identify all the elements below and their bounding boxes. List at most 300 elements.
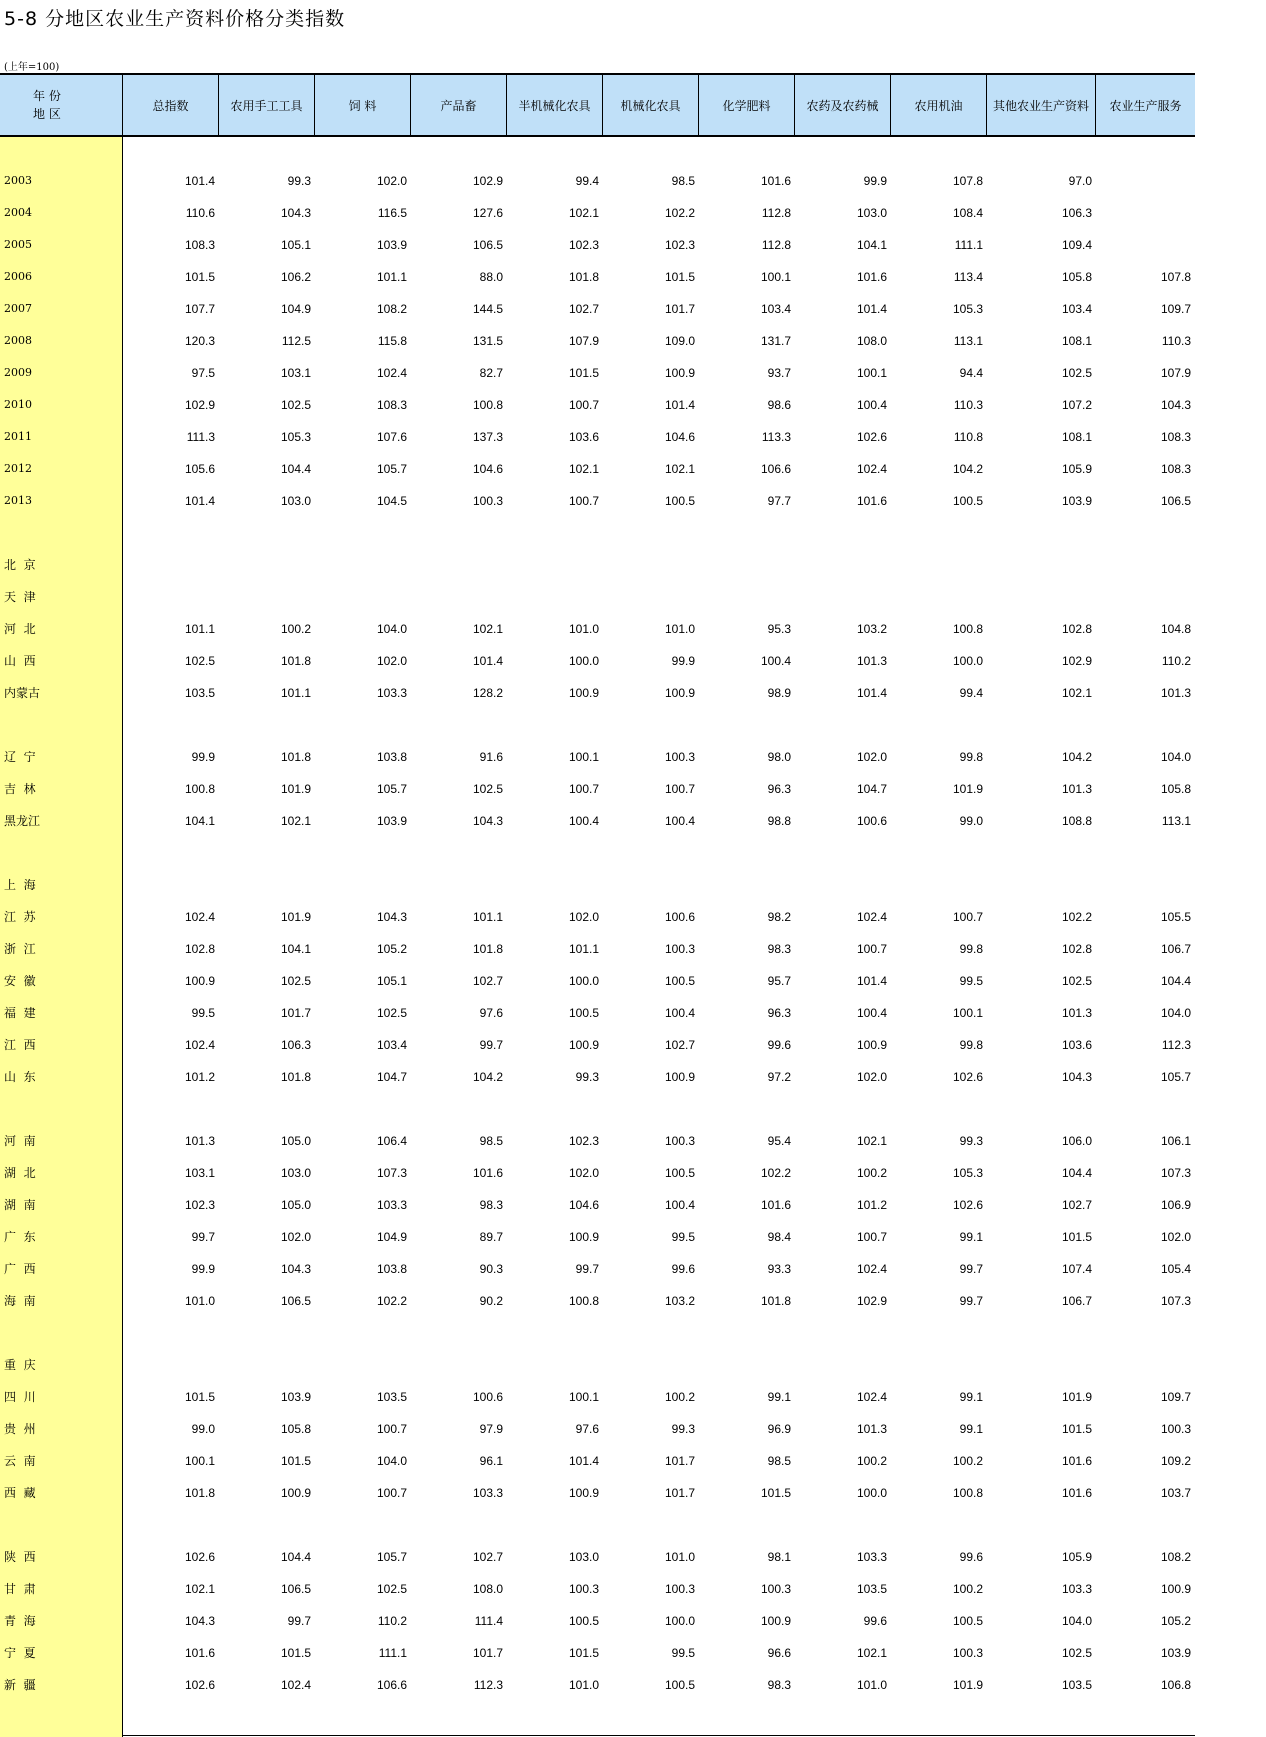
cell-value: 110.2 <box>377 1614 407 1628</box>
cell-value: 102.5 <box>280 398 311 412</box>
cell-value: 102.6 <box>184 1550 215 1564</box>
cell-value: 100.9 <box>664 686 695 700</box>
cell-value: 105.1 <box>280 238 311 252</box>
table-row <box>0 204 1195 222</box>
cell-value: 102.0 <box>1160 1230 1191 1244</box>
cell-value: 100.7 <box>664 782 695 796</box>
cell-value: 100.5 <box>568 1614 599 1628</box>
cell-value: 103.1 <box>280 366 311 380</box>
cell-value: 101.5 <box>280 1454 311 1468</box>
cell-value: 100.9 <box>568 1038 599 1052</box>
cell-value: 113.3 <box>761 430 791 444</box>
cell-value: 100.1 <box>856 366 887 380</box>
cell-value: 105.1 <box>376 974 407 988</box>
cell-value: 104.7 <box>376 1070 407 1084</box>
cell-value: 103.5 <box>856 1582 887 1596</box>
cell-value: 102.5 <box>376 1582 407 1596</box>
column-header: 饲 料 <box>315 75 411 135</box>
row-label: 湖 北 <box>4 1166 36 1180</box>
cell-value: 99.6 <box>959 1550 983 1564</box>
cell-value: 108.3 <box>376 398 407 412</box>
cell-value: 109.2 <box>1160 1454 1191 1468</box>
cell-value: 101.2 <box>184 1070 215 1084</box>
cell-value: 100.5 <box>664 1166 695 1180</box>
table-row <box>0 396 1195 414</box>
cell-value: 115.8 <box>377 334 407 348</box>
table-row <box>0 1452 1195 1470</box>
cell-value: 131.5 <box>472 334 503 348</box>
cell-value: 90.3 <box>479 1262 503 1276</box>
cell-value: 101.9 <box>952 1678 983 1692</box>
cell-value: 101.6 <box>856 270 887 284</box>
cell-value: 100.2 <box>856 1166 887 1180</box>
row-label: 贵 州 <box>4 1422 36 1436</box>
table-row <box>0 1356 1195 1374</box>
cell-value: 101.0 <box>856 1678 887 1692</box>
cell-value: 97.6 <box>575 1422 599 1436</box>
cell-value: 108.2 <box>376 302 407 316</box>
cell-value: 137.3 <box>472 430 503 444</box>
cell-value: 105.8 <box>1160 782 1191 796</box>
cell-value: 100.9 <box>184 974 215 988</box>
cell-value: 102.4 <box>856 1262 887 1276</box>
cell-value: 112.8 <box>761 206 791 220</box>
cell-value: 100.6 <box>664 910 695 924</box>
cell-value: 102.0 <box>376 654 407 668</box>
cell-value: 105.2 <box>376 942 407 956</box>
row-label: 北 京 <box>4 558 36 572</box>
cell-value: 100.3 <box>952 1646 983 1660</box>
cell-value: 100.7 <box>856 942 887 956</box>
cell-value: 110.6 <box>185 206 215 220</box>
row-label: 新 疆 <box>4 1678 36 1692</box>
cell-value: 104.3 <box>1160 398 1191 412</box>
cell-value: 101.4 <box>664 398 695 412</box>
cell-value: 100.7 <box>952 910 983 924</box>
table-row <box>0 940 1195 958</box>
cell-value: 127.6 <box>472 206 503 220</box>
cell-value: 105.3 <box>952 1166 983 1180</box>
cell-value: 100.0 <box>856 1486 887 1500</box>
cell-value: 104.9 <box>376 1230 407 1244</box>
cell-value: 100.5 <box>952 1614 983 1628</box>
table-row <box>0 1260 1195 1278</box>
row-label: 2011 <box>4 430 32 443</box>
row-label: 河 北 <box>4 622 36 636</box>
cell-value: 112.5 <box>281 334 311 348</box>
table-row <box>0 1164 1195 1182</box>
cell-value: 96.3 <box>767 1006 791 1020</box>
cell-value: 103.0 <box>568 1550 599 1564</box>
cell-value: 102.9 <box>184 398 215 412</box>
cell-value: 100.4 <box>760 654 791 668</box>
cell-value: 105.7 <box>1160 1070 1191 1084</box>
table-row <box>0 1068 1195 1086</box>
cell-value: 100.4 <box>664 814 695 828</box>
cell-value: 128.2 <box>472 686 503 700</box>
cell-value: 103.9 <box>376 238 407 252</box>
table-row <box>0 972 1195 990</box>
cell-value: 103.8 <box>376 750 407 764</box>
row-label: 宁 夏 <box>4 1646 36 1660</box>
cell-value: 100.5 <box>664 974 695 988</box>
cell-value: 95.4 <box>767 1134 791 1148</box>
cell-value: 105.2 <box>1160 1614 1191 1628</box>
cell-value: 100.0 <box>664 1614 695 1628</box>
cell-value: 101.8 <box>472 942 503 956</box>
cell-value: 102.0 <box>856 1070 887 1084</box>
cell-value: 101.5 <box>568 366 599 380</box>
column-header: 化学肥料 <box>699 75 795 135</box>
cell-value: 101.8 <box>760 1294 791 1308</box>
table-row <box>0 1580 1195 1598</box>
cell-value: 98.8 <box>767 814 791 828</box>
cell-value: 104.7 <box>856 782 887 796</box>
cell-value: 101.3 <box>1061 1006 1092 1020</box>
cell-value: 98.5 <box>767 1454 791 1468</box>
cell-value: 104.1 <box>856 238 887 252</box>
cell-value: 102.1 <box>568 206 599 220</box>
cell-value: 103.6 <box>1061 1038 1092 1052</box>
cell-value: 111.4 <box>474 1614 503 1628</box>
cell-value: 100.0 <box>568 974 599 988</box>
table-row <box>0 652 1195 670</box>
cell-value: 100.2 <box>952 1454 983 1468</box>
cell-value: 102.7 <box>664 1038 695 1052</box>
cell-value: 103.3 <box>856 1550 887 1564</box>
cell-value: 99.1 <box>959 1390 983 1404</box>
cell-value: 98.5 <box>671 174 695 188</box>
row-label: 云 南 <box>4 1454 36 1468</box>
cell-value: 102.7 <box>472 974 503 988</box>
cell-value: 102.4 <box>376 366 407 380</box>
cell-value: 102.5 <box>1061 1646 1092 1660</box>
row-label: 江 苏 <box>4 910 36 924</box>
table-row <box>0 268 1195 286</box>
cell-value: 99.0 <box>191 1422 215 1436</box>
cell-value: 100.4 <box>568 814 599 828</box>
cell-value: 100.9 <box>568 1486 599 1500</box>
price-index-table <box>0 73 1195 1737</box>
row-label: 青 海 <box>4 1614 36 1628</box>
cell-value: 106.5 <box>1160 494 1191 508</box>
cell-value: 102.8 <box>184 942 215 956</box>
cell-value: 101.0 <box>664 622 695 636</box>
cell-value: 101.8 <box>280 750 311 764</box>
row-label: 广 西 <box>4 1262 36 1276</box>
cell-value: 105.3 <box>280 430 311 444</box>
cell-value: 103.5 <box>376 1390 407 1404</box>
cell-value: 103.2 <box>856 622 887 636</box>
cell-value: 102.8 <box>1061 942 1092 956</box>
cell-value: 105.7 <box>376 782 407 796</box>
row-label: 甘 肃 <box>4 1582 36 1596</box>
cell-value: 103.2 <box>664 1294 695 1308</box>
cell-value: 101.8 <box>568 270 599 284</box>
cell-value: 101.7 <box>664 1454 695 1468</box>
cell-value: 108.3 <box>1160 430 1191 444</box>
cell-value: 105.8 <box>280 1422 311 1436</box>
column-header: 农用机油 <box>891 75 987 135</box>
cell-value: 105.5 <box>1160 910 1191 924</box>
cell-value: 102.4 <box>184 1038 215 1052</box>
cell-value: 101.3 <box>1160 686 1191 700</box>
cell-value: 110.3 <box>1161 334 1191 348</box>
table-row <box>0 1388 1195 1406</box>
cell-value: 110.8 <box>953 430 983 444</box>
cell-value: 93.3 <box>767 1262 791 1276</box>
cell-value: 101.0 <box>568 622 599 636</box>
cell-value: 102.0 <box>856 750 887 764</box>
cell-value: 100.3 <box>664 1582 695 1596</box>
cell-value: 102.6 <box>184 1678 215 1692</box>
cell-value: 100.1 <box>952 1006 983 1020</box>
cell-value: 102.1 <box>856 1646 887 1660</box>
cell-value: 101.8 <box>280 654 311 668</box>
row-label: 河 南 <box>4 1134 36 1148</box>
cell-value: 101.4 <box>856 974 887 988</box>
cell-value: 102.3 <box>568 238 599 252</box>
cell-value: 108.0 <box>472 1582 503 1596</box>
cell-value: 100.9 <box>760 1614 791 1628</box>
cell-value: 103.9 <box>1160 1646 1191 1660</box>
cell-value: 105.8 <box>1061 270 1092 284</box>
cell-value: 102.4 <box>856 1390 887 1404</box>
cell-value: 101.5 <box>568 1646 599 1660</box>
cell-value: 104.6 <box>568 1198 599 1212</box>
cell-value: 109.0 <box>664 334 695 348</box>
cell-value: 100.2 <box>664 1390 695 1404</box>
cell-value: 100.9 <box>280 1486 311 1500</box>
cell-value: 101.0 <box>568 1678 599 1692</box>
cell-value: 99.4 <box>959 686 983 700</box>
cell-value: 98.1 <box>767 1550 791 1564</box>
row-label: 2012 <box>4 462 32 475</box>
cell-value: 100.7 <box>568 782 599 796</box>
cell-value: 105.7 <box>376 462 407 476</box>
cell-value: 105.6 <box>184 462 215 476</box>
cell-value: 103.4 <box>760 302 791 316</box>
row-label: 内蒙古 <box>4 686 41 700</box>
cell-value: 109.7 <box>1160 302 1191 316</box>
cell-value: 103.3 <box>376 686 407 700</box>
cell-value: 101.4 <box>184 494 215 508</box>
cell-value: 99.7 <box>191 1230 215 1244</box>
cell-value: 98.5 <box>479 1134 503 1148</box>
cell-value: 82.7 <box>479 366 503 380</box>
cell-value: 103.4 <box>376 1038 407 1052</box>
cell-value: 100.6 <box>472 1390 503 1404</box>
cell-value: 100.3 <box>664 1134 695 1148</box>
cell-value: 102.2 <box>664 206 695 220</box>
cell-value: 100.1 <box>568 1390 599 1404</box>
table-row <box>0 748 1195 766</box>
cell-value: 100.3 <box>568 1582 599 1596</box>
cell-value: 104.1 <box>184 814 215 828</box>
row-label: 辽 宁 <box>4 750 36 764</box>
cell-value: 104.6 <box>664 430 695 444</box>
table-row <box>0 1004 1195 1022</box>
cell-value: 101.6 <box>1061 1454 1092 1468</box>
stub-header-region: 地 区 <box>33 107 61 121</box>
cell-value: 104.0 <box>1061 1614 1092 1628</box>
table-row <box>0 1420 1195 1438</box>
cell-value: 102.3 <box>664 238 695 252</box>
cell-value: 112.3 <box>473 1678 503 1692</box>
cell-value: 101.6 <box>760 174 791 188</box>
cell-value: 98.4 <box>767 1230 791 1244</box>
cell-value: 107.3 <box>376 1166 407 1180</box>
cell-value: 100.9 <box>568 1230 599 1244</box>
cell-value: 112.3 <box>1161 1038 1191 1052</box>
cell-value: 104.8 <box>1160 622 1191 636</box>
cell-value: 102.7 <box>1061 1198 1092 1212</box>
cell-value: 99.5 <box>671 1230 695 1244</box>
cell-value: 106.6 <box>376 1678 407 1692</box>
cell-value: 90.2 <box>479 1294 503 1308</box>
cell-value: 102.1 <box>280 814 311 828</box>
cell-value: 108.3 <box>1160 462 1191 476</box>
cell-value: 101.5 <box>760 1486 791 1500</box>
cell-value: 100.8 <box>472 398 503 412</box>
cell-value: 104.6 <box>472 462 503 476</box>
cell-value: 109.7 <box>1160 1390 1191 1404</box>
cell-value: 108.8 <box>1061 814 1092 828</box>
table-row <box>0 1676 1195 1694</box>
cell-value: 100.3 <box>664 942 695 956</box>
row-label: 安 徽 <box>4 974 36 988</box>
table-row <box>0 428 1195 446</box>
cell-value: 101.3 <box>184 1134 215 1148</box>
row-label: 江 西 <box>4 1038 36 1052</box>
cell-value: 100.4 <box>856 1006 887 1020</box>
cell-value: 101.9 <box>280 910 311 924</box>
cell-value: 96.6 <box>767 1646 791 1660</box>
cell-value: 106.4 <box>376 1134 407 1148</box>
cell-value: 102.7 <box>472 1550 503 1564</box>
cell-value: 103.0 <box>280 494 311 508</box>
table-row <box>0 460 1195 478</box>
cell-value: 101.6 <box>184 1646 215 1660</box>
cell-value: 103.7 <box>1160 1486 1191 1500</box>
cell-value: 102.5 <box>1061 974 1092 988</box>
cell-value: 101.1 <box>568 942 599 956</box>
cell-value: 100.1 <box>568 750 599 764</box>
cell-value: 104.1 <box>280 942 311 956</box>
cell-value: 102.5 <box>376 1006 407 1020</box>
cell-value: 102.9 <box>856 1294 887 1308</box>
row-label: 2010 <box>4 398 32 411</box>
cell-value: 101.8 <box>280 1070 311 1084</box>
cell-value: 104.0 <box>376 1454 407 1468</box>
cell-value: 99.3 <box>959 1134 983 1148</box>
cell-value: 104.9 <box>280 302 311 316</box>
row-label: 湖 南 <box>4 1198 36 1212</box>
cell-value: 99.7 <box>575 1262 599 1276</box>
cell-value: 100.4 <box>664 1198 695 1212</box>
cell-value: 102.2 <box>376 1294 407 1308</box>
cell-value: 99.7 <box>287 1614 311 1628</box>
cell-value: 100.2 <box>280 622 311 636</box>
cell-value: 104.5 <box>376 494 407 508</box>
cell-value: 103.4 <box>1061 302 1092 316</box>
cell-value: 106.0 <box>1061 1134 1092 1148</box>
cell-value: 102.6 <box>856 430 887 444</box>
cell-value: 101.0 <box>184 1294 215 1308</box>
table-row <box>0 236 1195 254</box>
cell-value: 99.6 <box>767 1038 791 1052</box>
cell-value: 99.6 <box>671 1262 695 1276</box>
cell-value: 95.7 <box>767 974 791 988</box>
cell-value: 107.8 <box>952 174 983 188</box>
cell-value: 102.6 <box>952 1198 983 1212</box>
cell-value: 104.0 <box>376 622 407 636</box>
cell-value: 89.7 <box>479 1230 503 1244</box>
cell-value: 106.3 <box>280 1038 311 1052</box>
table-row <box>0 876 1195 894</box>
table-row <box>0 620 1195 638</box>
cell-value: 99.7 <box>959 1294 983 1308</box>
cell-value: 101.7 <box>472 1646 503 1660</box>
column-header: 产品畜 <box>411 75 507 135</box>
row-label: 四 川 <box>4 1390 36 1404</box>
row-label: 2004 <box>4 206 32 219</box>
cell-value: 101.5 <box>1061 1230 1092 1244</box>
table-row <box>0 364 1195 382</box>
row-label: 陕 西 <box>4 1550 36 1564</box>
cell-value: 100.1 <box>760 270 791 284</box>
row-label: 西 藏 <box>4 1486 36 1500</box>
cell-value: 98.3 <box>767 942 791 956</box>
cell-value: 99.1 <box>959 1422 983 1436</box>
cell-value: 111.1 <box>954 238 983 252</box>
row-label: 2003 <box>4 174 32 187</box>
table-row <box>0 1196 1195 1214</box>
column-header: 半机械化农具 <box>507 75 603 135</box>
cell-value: 100.5 <box>664 1678 695 1692</box>
cell-value: 107.3 <box>1160 1166 1191 1180</box>
cell-value: 100.7 <box>376 1422 407 1436</box>
table-row <box>0 332 1195 350</box>
cell-value: 104.2 <box>952 462 983 476</box>
cell-value: 100.1 <box>184 1454 215 1468</box>
cell-value: 103.5 <box>1061 1678 1092 1692</box>
cell-value: 104.4 <box>1061 1166 1092 1180</box>
cell-value: 106.2 <box>280 270 311 284</box>
cell-value: 102.1 <box>1061 686 1092 700</box>
cell-value: 100.7 <box>568 398 599 412</box>
cell-value: 100.9 <box>856 1038 887 1052</box>
cell-value: 105.9 <box>1061 462 1092 476</box>
cell-value: 99.9 <box>863 174 887 188</box>
row-label: 山 西 <box>4 654 36 668</box>
cell-value: 102.2 <box>1061 910 1092 924</box>
row-label: 天 津 <box>4 590 36 604</box>
cell-value: 100.3 <box>760 1582 791 1596</box>
row-label: 2006 <box>4 270 32 283</box>
cell-value: 101.1 <box>184 622 215 636</box>
table-row <box>0 172 1195 190</box>
cell-value: 113.1 <box>953 334 983 348</box>
cell-value: 104.3 <box>1061 1070 1092 1084</box>
cell-value: 106.1 <box>1160 1134 1191 1148</box>
cell-value: 99.1 <box>959 1230 983 1244</box>
cell-value: 106.9 <box>1160 1198 1191 1212</box>
cell-value: 101.1 <box>376 270 407 284</box>
cell-value: 99.9 <box>191 1262 215 1276</box>
cell-value: 101.7 <box>664 302 695 316</box>
cell-value: 100.2 <box>856 1454 887 1468</box>
